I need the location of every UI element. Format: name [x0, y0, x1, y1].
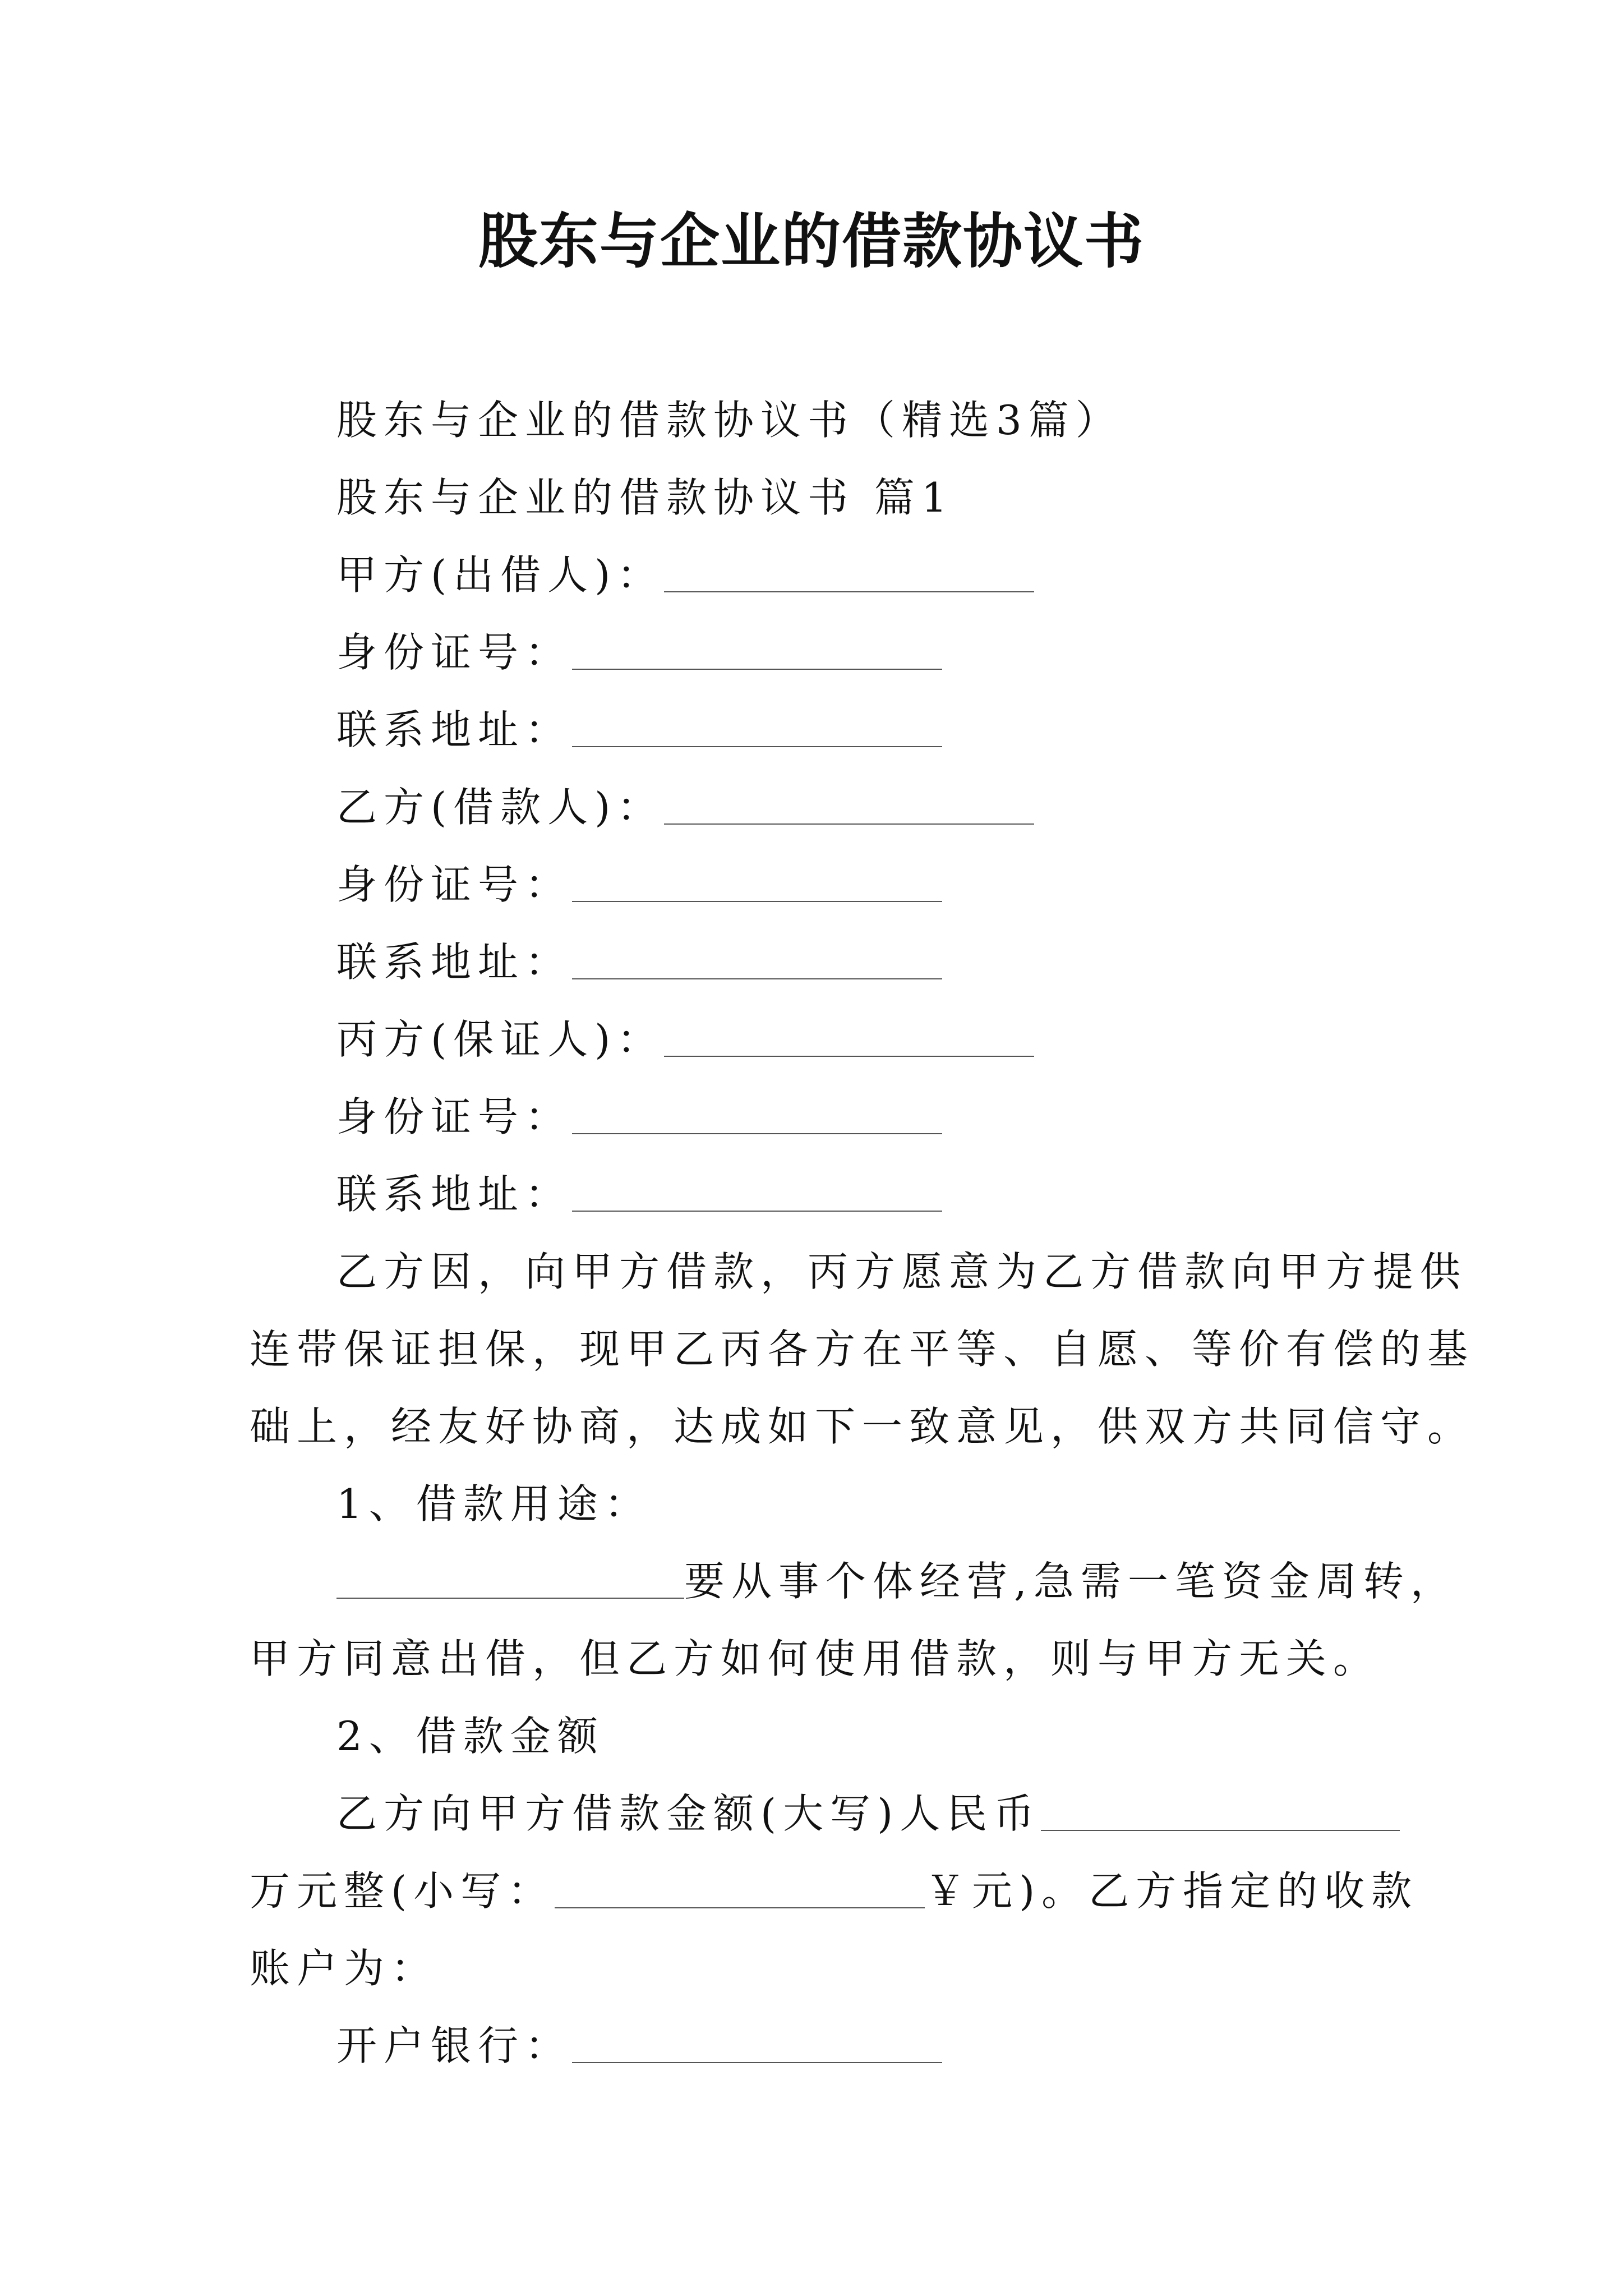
section-1-line-1-text: 要从事个体经营,急需一笔资金周转， — [684, 1558, 1458, 1605]
party-c-id-label: 身份证号： — [336, 1093, 573, 1140]
section-2-line-1-text: 乙方向甲方借款金额(大写)人民币 — [336, 1790, 1041, 1837]
party-c-label: 丙方(保证人)： — [336, 1016, 665, 1063]
bank-blank — [572, 2022, 942, 2063]
party-b-row — [250, 769, 1394, 846]
purpose-blank — [336, 1557, 684, 1599]
amount-uppercase-blank — [1041, 1789, 1400, 1831]
party-b-address-label: 联系地址： — [336, 938, 573, 986]
party-a-blank — [664, 551, 1034, 592]
party-b-id-label: 身份证号： — [336, 861, 573, 908]
document-title: 股东与企业的借款协议书 — [478, 206, 1145, 276]
party-c-blank — [664, 1015, 1034, 1057]
party-b-label: 乙方(借款人)： — [336, 784, 665, 831]
party-c-row — [250, 1001, 1394, 1078]
party-c-address-row — [250, 1156, 1394, 1233]
amount-lowercase-blank — [555, 1867, 925, 1908]
party-a-id-label: 身份证号： — [336, 629, 573, 676]
party-c-id-row — [250, 1078, 1394, 1156]
party-c-id-blank — [572, 1093, 942, 1134]
section-1-line-1 — [250, 1543, 1458, 1620]
party-b-id-row — [250, 846, 1394, 923]
section-1-heading: 1、借款用途： — [336, 1480, 652, 1527]
section-2-line-2-prefix: 万元整(小写： — [250, 1867, 555, 1915]
party-b-address-row — [250, 923, 1394, 1001]
subtitle: 股东与企业的借款协议书（精选3篇） — [336, 397, 1123, 444]
party-b-address-blank — [572, 938, 942, 979]
party-a-address-blank — [572, 706, 942, 747]
party-a-address-label: 联系地址： — [336, 706, 573, 753]
party-a-id-row — [250, 614, 1394, 691]
party-a-id-blank — [572, 628, 942, 670]
party-a-label: 甲方(出借人)： — [336, 551, 665, 599]
party-c-address-blank — [572, 1170, 942, 1212]
document-body — [250, 381, 1475, 2085]
section-2-line-2 — [250, 1852, 1419, 1930]
bank-row — [250, 2007, 1394, 2085]
party-b-id-blank — [572, 861, 942, 902]
party-a-row — [250, 536, 1394, 614]
chapter-heading: 股东与企业的借款协议书 篇1 — [336, 474, 954, 521]
intro-line-1: 乙方因，向甲方借款，丙方愿意为乙方借款向甲方提供 — [336, 1248, 1468, 1295]
section-2-line-2-suffix: ￥元)。乙方指定的收款 — [925, 1867, 1419, 1915]
party-a-address-row — [250, 691, 1394, 769]
section-2-heading: 2、借款金额 — [336, 1713, 605, 1760]
section-1-line-2: 甲方同意出借，但乙方如何使用借款，则与甲方无关。 — [250, 1635, 1381, 1682]
intro-line-2: 连带保证担保，现甲乙丙各方在平等、自愿、等价有偿的基 — [250, 1326, 1475, 1373]
section-2-line-3: 账户为： — [250, 1945, 439, 1992]
section-2-line-1 — [250, 1775, 1394, 1852]
party-b-blank — [664, 783, 1034, 825]
bank-label: 开户银行： — [336, 2022, 573, 2069]
party-c-address-label: 联系地址： — [336, 1171, 573, 1218]
intro-line-3: 础上，经友好协商，达成如下一致意见，供双方共同信守。 — [250, 1403, 1475, 1450]
